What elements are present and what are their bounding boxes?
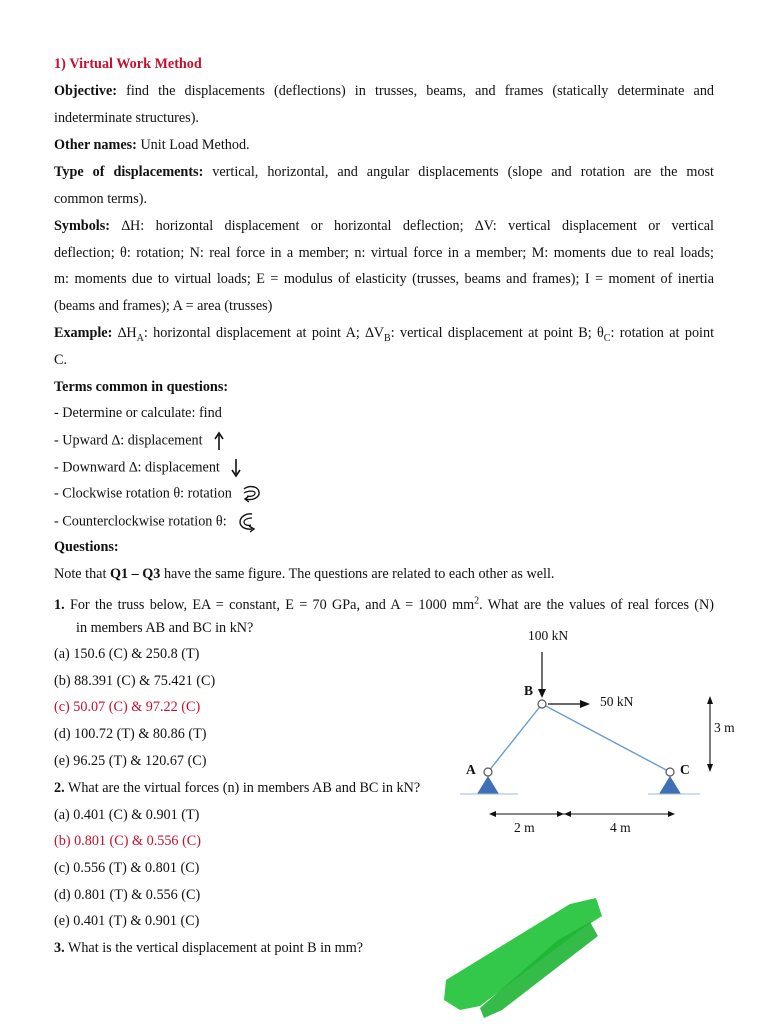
example-line1: Example: $\Delta H_A$: horizontal displacement at point A; $\Delta V_B$: vertical displacement at point B; $\theta_C$: rotation at point — [54, 325, 715, 344]
member-bc — [542, 704, 670, 772]
joint-c — [666, 768, 674, 776]
span-right-label: 4 m — [610, 820, 631, 835]
q2-option-d: (d) 0.801 (T) & 0.556 (C) — [54, 887, 201, 903]
span-arrowhead-left — [489, 811, 496, 817]
horizontal-load-label: 50 kN — [600, 694, 634, 709]
joint-b — [538, 700, 546, 708]
arrow-up-icon — [212, 431, 226, 451]
span-left-label: 2 m — [514, 820, 535, 835]
other-names: Other names: Unit Load Method. — [54, 137, 250, 153]
questions-note: Note that Q1 – Q3 have the same figure. The questions are related to each other as well. — [54, 566, 555, 582]
question-1-line2: in members AB and BC in kN? — [76, 620, 254, 636]
question-2: 2. What are the virtual forces (n) in members AB and BC in kN? — [54, 780, 421, 796]
term-item: - Upward ∆: displacement — [54, 431, 226, 451]
q1-option-e: (e) 96.25 (T) & 120.67 (C) — [54, 753, 207, 769]
node-b-label: B — [524, 683, 534, 698]
height-arrowhead-bottom — [707, 764, 713, 772]
vertical-load-arrowhead — [538, 689, 546, 698]
q1-option-b: (b) 88.391 (C) & 75.421 (C) — [54, 673, 216, 689]
types-line2: common terms). — [54, 191, 147, 207]
objective-line1: Objective: find the displacements (deflections) in trusses, beams, and frames (statically determinate and — [54, 83, 715, 99]
height-arrowhead-top — [707, 696, 713, 704]
q2-option-c: (c) 0.556 (T) & 0.801 (C) — [54, 860, 200, 876]
support-c — [659, 776, 681, 794]
span-arrowhead-mid-right — [564, 811, 571, 817]
objective-line2: indeterminate structures). — [54, 110, 199, 126]
joint-a — [484, 768, 492, 776]
q1-option-c-answer: (c) 50.07 (C) & 97.22 (C) — [54, 699, 201, 715]
questions-heading: Questions: — [54, 539, 119, 555]
height-label: 3 m — [714, 720, 735, 735]
symbols-line1: Symbols: ∆H: horizontal displacement or horizontal deflection; ∆V: vertical displacement or vertical — [54, 218, 715, 234]
q2-option-b-answer: (b) 0.801 (C) & 0.556 (C) — [54, 833, 201, 849]
section-heading: 1) Virtual Work Method — [54, 56, 202, 72]
span-arrowhead-right — [668, 811, 675, 817]
node-a-label: A — [466, 762, 476, 777]
q1-option-a: (a) 150.6 (C) & 250.8 (T) — [54, 646, 200, 662]
node-c-label: C — [680, 762, 690, 777]
symbols-line3: m: moments due to virtual loads; E = modulus of elasticity (trusses, beams and frames); I = moment of inertia — [54, 271, 714, 287]
term-item: - Counterclockwise rotation θ: — [54, 511, 258, 533]
q2-option-e: (e) 0.401 (T) & 0.901 (C) — [54, 913, 200, 929]
clockwise-rotation-icon — [241, 484, 263, 504]
term-item: - Clockwise rotation θ: rotation — [54, 484, 263, 504]
q1-option-d: (d) 100.72 (T) & 80.86 (T) — [54, 726, 207, 742]
symbols-line2: deflection; θ: rotation; N: real force in a member; n: virtual force in a member; M: moments due to real loads; — [54, 245, 714, 261]
span-arrowhead-mid-left — [557, 811, 564, 817]
support-a — [477, 776, 499, 794]
terms-heading: Terms common in questions: — [54, 379, 229, 395]
q2-option-a: (a) 0.401 (C) & 0.901 (T) — [54, 807, 200, 823]
symbols-line4: (beams and frames); A = area (trusses) — [54, 298, 273, 314]
term-item: - Determine or calculate: find — [54, 405, 222, 421]
member-ab — [488, 704, 542, 772]
truss-figure — [452, 622, 752, 842]
example-line2: C. — [54, 352, 68, 368]
arrow-down-icon — [229, 458, 243, 478]
highlighter-mark — [440, 890, 610, 1020]
question-3: 3. What is the vertical displacement at point B in mm? — [54, 940, 364, 956]
vertical-load-label: 100 kN — [528, 628, 569, 643]
term-item: - Downward ∆: displacement — [54, 458, 243, 478]
counterclockwise-rotation-icon — [236, 511, 258, 533]
question-1: 1. For the truss below, EA = constant, E = 70 GPa, and A = 1000 $mm^2$. What are the values of real forces (N) — [54, 595, 715, 613]
types-line1: Type of displacements: vertical, horizontal, and angular displacements (slope and rotation are the most — [54, 164, 715, 180]
horizontal-load-arrowhead — [580, 700, 590, 708]
